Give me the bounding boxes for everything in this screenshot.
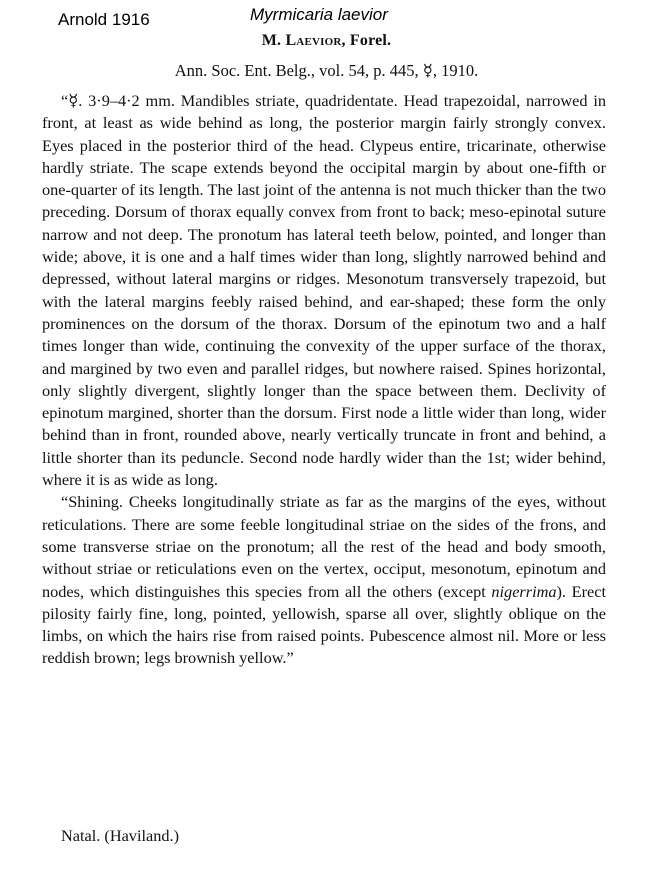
- locality: Natal. (Haviland.): [61, 826, 179, 845]
- species-name: Laevior,: [285, 32, 346, 49]
- species-reference: nigerrima: [491, 581, 557, 601]
- genus-abbrev: M.: [261, 32, 282, 49]
- paragraph-2-text-b: ). Erect pilosity fairly fine, long, pointed, yellowish, sparse all over, slightly oblique on the limbs, on which the hairs rise from raised points. Pubescence almost nil. More or less reddish brown; legs brownish yellow.”: [42, 581, 606, 668]
- citation: Ann. Soc. Ent. Belg., vol. 54, p. 445, ☿, 1910.: [174, 61, 479, 80]
- source-label: Arnold 1916: [58, 10, 150, 29]
- species-heading: Myrmicaria laevior: [250, 5, 388, 24]
- entry-title: [0, 32, 653, 50]
- author-name: Forel.: [349, 32, 392, 49]
- description-paragraph-1: “☿. 3·9–4·2 mm. Mandibles striate, quadridentate. Head trapezoidal, narrowed in front, at least as wide behind as long, the posterior margin fairly strongly convex. Eyes placed in the posterior third of the head. Clypeus entire, tricarinate, otherwise hardly striate. The scape extends beyond the occipital margin by about one-fifth or one-quarter of its length. The last joint of the antenna is not much thicker than the two preceding. Dorsum of thorax equally convex from front to back; meso-epinotal suture narrow and not deep. The pronotum has lateral teeth below, pointed, and longer than wide; above, it is one and a half times wider than long, slightly narrowed behind and depressed, without lateral margins or ridges. Mesonotum transversely trapezoid, but with the lateral margins feebly raised behind, and ear-shaped; these form the only prominences on the dorsum of the thorax. Dorsum of the epinotum two and a half times longer than wide, continuing the convexity of the upper surface of the thorax, and margined by two even and parallel ridges, but nowhere raised. Spines horizontal, only slightly divergent, slightly longer than the space between them. Declivity of epinotum margined, shorter than the dorsum. First node a little wider than long, wider behind than in front, rounded above, nearly vertically truncate in front and behind, a little shorter than its peduncle. Second node hardly wider than the 1st; wider behind, where it is as wide as long.: [42, 91, 606, 490]
- paragraph-2-text-a: “Shining. Cheeks longitudinally striate as far as the margins of the eyes, without reticulations. There are some feeble longitudinal striae on the sides of the frons, and some transverse striae on the pronotum; all the rest of the head and body smooth, without striae or reticulations even on the vertex, occiput, mesonotum, epinotum and nodes, which distinguishes this species from all the others (except: [42, 492, 606, 601]
- description-paragraph-2: [42, 491, 606, 669]
- description-body: [42, 90, 606, 670]
